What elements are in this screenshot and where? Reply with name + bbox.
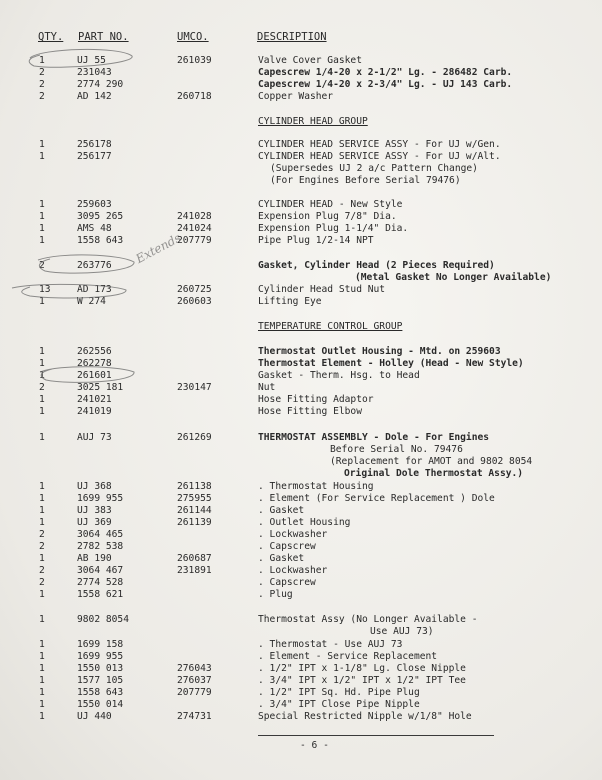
qty-cell: 1 — [39, 139, 45, 150]
umco-cell: 231891 — [177, 565, 212, 576]
table-row — [0, 541, 602, 552]
table-row — [0, 432, 602, 443]
umco-cell: 274731 — [177, 711, 212, 722]
qty-cell: 1 — [39, 481, 45, 492]
part-cell: 1699 955 — [77, 493, 124, 504]
umco-cell: 276043 — [177, 663, 212, 674]
header-umco: UMCO. — [177, 31, 209, 43]
desc-continuation: (Replacement for AMOT and 9802 8054 — [330, 456, 533, 467]
qty-cell: 1 — [39, 370, 45, 381]
part-cell: 263776 — [77, 260, 112, 271]
table-row — [0, 79, 602, 90]
desc-cell: . 3/4" IPT x 1/2" IPT x 1/2" IPT Tee — [258, 675, 466, 686]
table-row — [0, 55, 602, 66]
desc-cell: . Capscrew — [258, 541, 316, 552]
part-cell: 241019 — [77, 406, 112, 417]
desc-cell: THERMOSTAT ASSEMBLY - Dole - For Engines — [258, 432, 490, 443]
qty-cell: 1 — [39, 675, 45, 686]
umco-cell: 261269 — [177, 432, 212, 443]
table-row — [0, 284, 602, 295]
footer-rule — [258, 735, 494, 736]
table-row — [0, 639, 602, 650]
qty-cell: 1 — [39, 553, 45, 564]
table-row — [0, 687, 602, 698]
part-cell: 241021 — [77, 394, 112, 405]
desc-cell: CYLINDER HEAD SERVICE ASSY - For UJ w/Gen. — [258, 139, 501, 150]
qty-cell: 2 — [39, 541, 45, 552]
table-row — [0, 577, 602, 588]
table-row — [0, 151, 602, 162]
umco-cell: 261139 — [177, 517, 212, 528]
part-cell: 259603 — [77, 199, 112, 210]
desc-cell: Thermostat Outlet Housing - Mtd. on 259603 — [258, 346, 501, 357]
qty-cell: 1 — [39, 589, 45, 600]
desc-cell: . 3/4" IPT Close Pipe Nipple — [258, 699, 420, 710]
table-row — [0, 235, 602, 246]
table-row — [0, 614, 602, 625]
qty-cell: 1 — [39, 223, 45, 234]
table-row — [0, 529, 602, 540]
qty-cell: 1 — [39, 394, 45, 405]
qty-cell: 1 — [39, 651, 45, 662]
part-cell: 2774 528 — [77, 577, 124, 588]
qty-cell: 1 — [39, 211, 45, 222]
table-row — [0, 382, 602, 393]
part-cell: 1558 643 — [77, 687, 124, 698]
qty-cell: 13 — [39, 284, 51, 295]
qty-cell: 2 — [39, 67, 45, 78]
part-cell: 262556 — [77, 346, 112, 357]
desc-continuation: (Metal Gasket No Longer Available) — [355, 272, 552, 283]
desc-cell: CYLINDER HEAD - New Style — [258, 199, 403, 210]
header-description: DESCRIPTION — [257, 31, 327, 43]
table-row — [0, 589, 602, 600]
part-cell: 261601 — [77, 370, 112, 381]
desc-cell: . Lockwasher — [258, 529, 328, 540]
desc-cell: . 1/2" IPT Sq. Hd. Pipe Plug — [258, 687, 420, 698]
umco-cell: 207779 — [177, 235, 212, 246]
umco-cell: 276037 — [177, 675, 212, 686]
desc-continuation: (Supersedes UJ 2 a/c Pattern Change) — [270, 163, 478, 174]
table-row — [0, 139, 602, 150]
desc-cell: . Element (For Service Replacement ) Dole — [258, 493, 495, 504]
part-cell: AD 142 — [77, 91, 112, 102]
qty-cell: 2 — [39, 79, 45, 90]
umco-cell: 260725 — [177, 284, 212, 295]
umco-cell: 230147 — [177, 382, 212, 393]
desc-cell: Gasket - Therm. Hsg. to Head — [258, 370, 420, 381]
qty-cell: 1 — [39, 358, 45, 369]
desc-cell: Capescrew 1/4-20 x 2-1/2" Lg. - 286482 Carb. — [258, 67, 513, 78]
header-qty: QTY. — [38, 31, 64, 43]
part-cell: W 274 — [77, 296, 106, 307]
table-row — [0, 553, 602, 564]
qty-cell: 2 — [39, 577, 45, 588]
desc-cell: Gasket, Cylinder Head (2 Pieces Required) — [258, 260, 495, 271]
part-cell: UJ 369 — [77, 517, 112, 528]
desc-cell: . Thermostat - Use AUJ 73 — [258, 639, 403, 650]
umco-cell: 261144 — [177, 505, 212, 516]
table-row — [0, 675, 602, 686]
umco-cell: 260603 — [177, 296, 212, 307]
part-cell: 1550 014 — [77, 699, 124, 710]
part-cell: 1550 013 — [77, 663, 124, 674]
part-cell: AUJ 73 — [77, 432, 112, 443]
desc-cell: Thermostat Assy (No Longer Available - — [258, 614, 478, 625]
table-row — [0, 296, 602, 307]
table-row — [0, 493, 602, 504]
table-row — [0, 211, 602, 222]
desc-cell: Hose Fitting Elbow — [258, 406, 362, 417]
desc-cell: Thermostat Element - Holley (Head - New Style) — [258, 358, 524, 369]
desc-cell: CYLINDER HEAD SERVICE ASSY - For UJ w/Alt. — [258, 151, 501, 162]
qty-cell: 1 — [39, 235, 45, 246]
umco-cell: 241028 — [177, 211, 212, 222]
table-row — [0, 505, 602, 516]
table-row — [0, 481, 602, 492]
desc-continuation: Use AUJ 73) — [370, 626, 434, 637]
table-row — [0, 663, 602, 674]
table-row — [0, 67, 602, 78]
qty-cell: 1 — [39, 663, 45, 674]
desc-cell: . Gasket — [258, 553, 305, 564]
desc-cell: Capescrew 1/4-20 x 2-3/4" Lg. - UJ 143 Carb. — [258, 79, 513, 90]
umco-cell: 260687 — [177, 553, 212, 564]
desc-cell: Hose Fitting Adaptor — [258, 394, 374, 405]
desc-cell: Nut — [258, 382, 276, 393]
part-cell: AMS 48 — [77, 223, 112, 234]
table-row — [0, 394, 602, 405]
part-cell: 256177 — [77, 151, 112, 162]
part-cell: 1558 643 — [77, 235, 124, 246]
part-cell: 2774 290 — [77, 79, 124, 90]
part-cell: AB 190 — [77, 553, 112, 564]
desc-cell: . Lockwasher — [258, 565, 328, 576]
umco-cell: 207779 — [177, 687, 212, 698]
table-row — [0, 699, 602, 710]
umco-cell: 261138 — [177, 481, 212, 492]
table-row — [0, 711, 602, 722]
table-row — [0, 91, 602, 102]
desc-cell: Expension Plug 1-1/4" Dia. — [258, 223, 409, 234]
desc-cell: Copper Washer — [258, 91, 334, 102]
table-row — [0, 565, 602, 576]
desc-cell: . Element - Service Replacement — [258, 651, 438, 662]
qty-cell: 1 — [39, 711, 45, 722]
qty-cell: 1 — [39, 406, 45, 417]
qty-cell: 1 — [39, 199, 45, 210]
table-row — [0, 346, 602, 357]
desc-cell: Special Restricted Nipple w/1/8" Hole — [258, 711, 472, 722]
part-cell: UJ 383 — [77, 505, 112, 516]
qty-cell: 1 — [39, 614, 45, 625]
part-cell: UJ 55 — [77, 55, 106, 66]
qty-cell: 1 — [39, 687, 45, 698]
desc-cell: Lifting Eye — [258, 296, 322, 307]
qty-cell: 1 — [39, 432, 45, 443]
desc-cell: . Thermostat Housing — [258, 481, 374, 492]
qty-cell: 1 — [39, 55, 45, 66]
part-cell: 1558 621 — [77, 589, 124, 600]
table-row — [0, 406, 602, 417]
qty-cell: 1 — [39, 517, 45, 528]
desc-continuation: Before Serial No. 79476 — [330, 444, 463, 455]
qty-cell: 2 — [39, 260, 45, 271]
page-number: - 6 - — [300, 740, 329, 751]
part-cell: 3064 467 — [77, 565, 124, 576]
desc-continuation: Original Dole Thermostat Assy.) — [344, 468, 524, 479]
umco-cell: 261039 — [177, 55, 212, 66]
part-cell: 3095 265 — [77, 211, 124, 222]
qty-cell: 2 — [39, 529, 45, 540]
part-cell: 1699 955 — [77, 651, 124, 662]
desc-cell: Pipe Plug 1/2-14 NPT — [258, 235, 374, 246]
table-row — [0, 199, 602, 210]
group-heading-cylinder-head: CYLINDER HEAD GROUP — [258, 116, 368, 127]
table-row — [0, 370, 602, 381]
desc-cell: Cylinder Head Stud Nut — [258, 284, 386, 295]
qty-cell: 2 — [39, 565, 45, 576]
desc-cell: . Plug — [258, 589, 293, 600]
desc-cell: . Capscrew — [258, 577, 316, 588]
qty-cell: 1 — [39, 346, 45, 357]
part-cell: AD 173 — [77, 284, 112, 295]
qty-cell: 1 — [39, 699, 45, 710]
part-cell: UJ 368 — [77, 481, 112, 492]
desc-continuation: (For Engines Before Serial 79476) — [270, 175, 461, 186]
header-part-no: PART NO. — [78, 31, 129, 43]
desc-cell: . Outlet Housing — [258, 517, 351, 528]
table-row — [0, 358, 602, 369]
part-cell: 3025 181 — [77, 382, 124, 393]
part-cell: 1577 105 — [77, 675, 124, 686]
qty-cell: 2 — [39, 91, 45, 102]
part-cell: 231043 — [77, 67, 112, 78]
desc-cell: Valve Cover Gasket — [258, 55, 362, 66]
desc-cell: . Gasket — [258, 505, 305, 516]
table-row — [0, 517, 602, 528]
qty-cell: 1 — [39, 505, 45, 516]
qty-cell: 1 — [39, 296, 45, 307]
part-cell: UJ 440 — [77, 711, 112, 722]
table-row — [0, 223, 602, 234]
group-heading-temperature: TEMPERATURE CONTROL GROUP — [258, 321, 403, 332]
part-cell: 1699 158 — [77, 639, 124, 650]
table-row — [0, 260, 602, 271]
qty-cell: 1 — [39, 151, 45, 162]
part-cell: 256178 — [77, 139, 112, 150]
desc-cell: . 1/2" IPT x 1-1/8" Lg. Close Nipple — [258, 663, 466, 674]
qty-cell: 2 — [39, 382, 45, 393]
umco-cell: 260718 — [177, 91, 212, 102]
part-cell: 262278 — [77, 358, 112, 369]
desc-cell: Expension Plug 7/8" Dia. — [258, 211, 397, 222]
handwritten-note: Extends — [133, 230, 184, 266]
part-cell: 3064 465 — [77, 529, 124, 540]
table-row — [0, 651, 602, 662]
qty-cell: 1 — [39, 493, 45, 504]
umco-cell: 241024 — [177, 223, 212, 234]
umco-cell: 275955 — [177, 493, 212, 504]
part-cell: 2782 538 — [77, 541, 124, 552]
part-cell: 9802 8054 — [77, 614, 129, 625]
qty-cell: 1 — [39, 639, 45, 650]
